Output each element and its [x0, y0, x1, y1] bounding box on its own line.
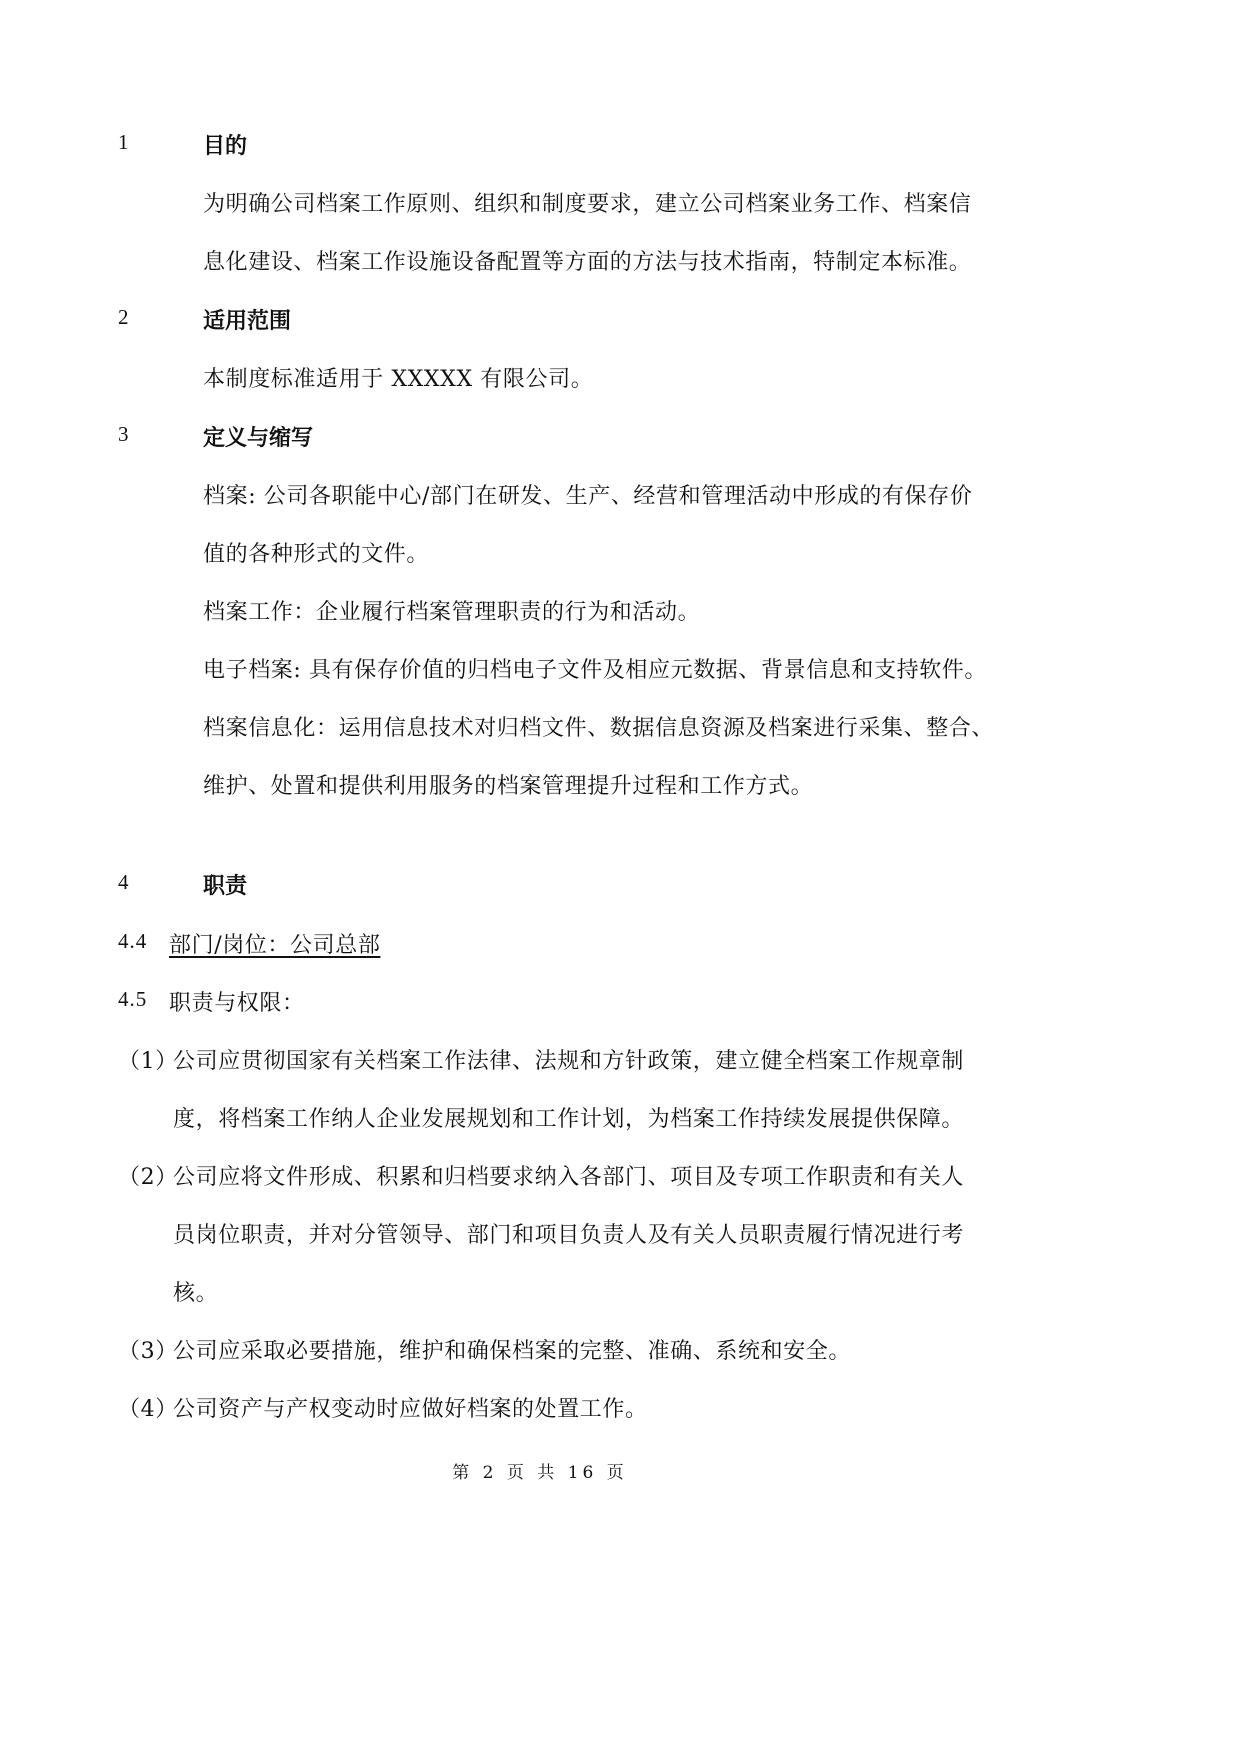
- section-3-title: 定义与缩写: [203, 425, 314, 451]
- section-3-paragraph-line: 档案工作：企业履行档案管理职责的行为和活动。: [203, 600, 701, 625]
- section-1-paragraph-line: 为明确公司档案工作原则、组织和制度要求，建立公司档案业务工作、档案信: [203, 192, 972, 217]
- list-item-line: 公司应采取必要措施，维护和确保档案的完整、准确、系统和安全。: [173, 1339, 852, 1364]
- list-item-marker: （2）: [118, 1165, 178, 1190]
- subsection-4-4-text: 部门/岗位：公司总部: [169, 933, 381, 958]
- section-4-number: 4: [118, 870, 129, 894]
- section-3-paragraph-line: 维护、处置和提供利用服务的档案管理提升过程和工作方式。: [203, 774, 814, 799]
- list-item-line: 核。: [173, 1281, 219, 1306]
- section-3-paragraph-line: 档案: 公司各职能中心/部门在研发、生产、经营和管理活动中形成的有保存价: [203, 484, 973, 509]
- section-2-paragraph-line: 本制度标准适用于 XXXXX 有限公司。: [203, 367, 594, 392]
- list-item-marker: （1）: [118, 1049, 178, 1074]
- page-footer: 第 2 页 共 16 页: [452, 1463, 628, 1483]
- subsection-4-5-number: 4.5: [118, 987, 148, 1011]
- section-1-title: 目的: [203, 133, 248, 159]
- section-3-paragraph-line: 值的各种形式的文件。: [203, 542, 430, 567]
- section-3-number: 3: [118, 422, 129, 446]
- section-2-number: 2: [118, 305, 129, 329]
- list-item-marker: （4）: [118, 1397, 178, 1422]
- section-3-paragraph-line: 档案信息化：运用信息技术对归档文件、数据信息资源及档案进行采集、整合、: [203, 716, 995, 741]
- list-item-marker: （3）: [118, 1339, 178, 1364]
- section-2-title: 适用范围: [203, 308, 292, 334]
- list-item-line: 公司应将文件形成、积累和归档要求纳入各部门、项目及专项工作职责和有关人: [173, 1165, 965, 1190]
- list-item-line: 公司应贯彻国家有关档案工作法律、法规和方针政策，建立健全档案工作规章制: [173, 1049, 965, 1074]
- list-item-line: 员岗位职责，并对分管领导、部门和项目负责人及有关人员职责履行情况进行考: [173, 1223, 965, 1248]
- list-item-line: 度，将档案工作纳人企业发展规划和工作计划，为档案工作持续发展提供保障。: [173, 1107, 965, 1132]
- section-1-paragraph-line: 息化建设、档案工作设施设备配置等方面的方法与技术指南，特制定本标准。: [203, 250, 972, 275]
- subsection-4-4-number: 4.4: [118, 929, 148, 953]
- list-item-line: 公司资产与产权变动时应做好档案的处置工作。: [173, 1397, 648, 1422]
- section-4-title: 职责: [203, 873, 248, 899]
- section-3-paragraph-line: 电子档案: 具有保存价值的归档电子文件及相应元数据、背景信息和支持软件。: [203, 658, 988, 683]
- section-1-number: 1: [118, 130, 129, 154]
- subsection-4-5-text: 职责与权限：: [169, 991, 305, 1016]
